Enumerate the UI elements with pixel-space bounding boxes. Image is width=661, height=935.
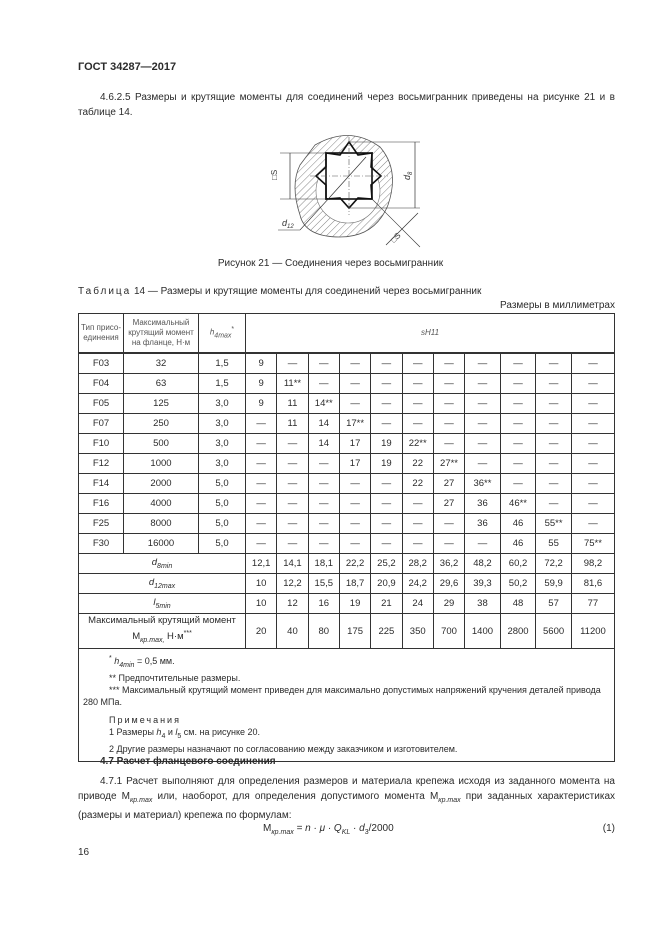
cell-sh11: —	[536, 434, 572, 454]
cell-sh11: —	[246, 494, 277, 514]
cell-sh11: 27	[433, 474, 464, 494]
cell-sh11: —	[339, 374, 370, 394]
formula-number: (1)	[602, 823, 615, 834]
cell-sh11: —	[371, 414, 402, 434]
cell-sh11: 22	[402, 474, 433, 494]
cell-moment: 80	[308, 614, 339, 649]
table-caption	[78, 286, 481, 297]
cell-torque: 1000	[124, 454, 199, 474]
cell-sh11: —	[371, 534, 402, 554]
header-type: Тип присо-единения	[79, 314, 124, 354]
cell-dimension: 29	[433, 594, 464, 614]
cell-sh11: —	[277, 474, 308, 494]
cell-moment: 175	[339, 614, 370, 649]
dimension-label: $d_{12max}$	[79, 574, 246, 594]
cell-moment: 350	[402, 614, 433, 649]
cell-sh11: 11	[277, 394, 308, 414]
cell-dimension: 28,2	[402, 554, 433, 574]
dimension-row	[79, 554, 615, 574]
figure-caption: Рисунок 21 — Соединения через восьмигранник	[217, 258, 444, 269]
cell-h4: 3,0	[199, 454, 246, 474]
section-title: 4.7 Расчет фланцевого соединения	[100, 756, 276, 767]
cell-sh11: —	[500, 353, 536, 374]
cell-torque: 4000	[124, 494, 199, 514]
cell-sh11: —	[371, 353, 402, 374]
cell-sh11: —	[500, 434, 536, 454]
cell-sh11: —	[500, 394, 536, 414]
formula: $M_{кр.max} = n \cdot \mu \cdot Q_{KL} \cdot d_3/2000$	[263, 823, 394, 836]
cell-sh11: —	[571, 394, 614, 414]
header-sh11: sH11	[246, 314, 615, 354]
cell-moment: 40	[277, 614, 308, 649]
cell-sh11: —	[500, 414, 536, 434]
cell-h4: 1,5	[199, 353, 246, 374]
moment-label: Максимальный крутящий момент $M_{кр.max,}$ Н·м***	[79, 614, 246, 649]
cell-moment: 5600	[536, 614, 572, 649]
cell-sh11: 14	[308, 414, 339, 434]
cell-moment: 2800	[500, 614, 536, 649]
cell-torque: 8000	[124, 514, 199, 534]
cell-sh11: —	[571, 474, 614, 494]
cell-sh11: —	[308, 454, 339, 474]
cell-sh11: —	[339, 394, 370, 414]
fig-label-s: □S	[270, 169, 279, 180]
cell-type: F04	[79, 374, 124, 394]
cell-sh11: —	[536, 353, 572, 374]
page-number: 16	[78, 847, 90, 858]
cell-sh11: —	[371, 374, 402, 394]
cell-sh11: —	[308, 534, 339, 554]
cell-moment: 225	[371, 614, 402, 649]
cell-dimension: 57	[536, 594, 572, 614]
table-row	[79, 374, 615, 394]
cell-sh11: 36**	[465, 474, 501, 494]
cell-dimension: 10	[246, 574, 277, 594]
cell-h4: 1,5	[199, 374, 246, 394]
table-row	[79, 353, 615, 374]
cell-sh11: 55**	[536, 514, 572, 534]
dimension-row	[79, 574, 615, 594]
cell-sh11: —	[371, 474, 402, 494]
cell-h4: 3,0	[199, 414, 246, 434]
dimension-label: $d_{8min}$	[79, 554, 246, 574]
cell-sh11: —	[277, 434, 308, 454]
cell-dimension: 25,2	[371, 554, 402, 574]
cell-sh11: —	[277, 534, 308, 554]
cell-dimension: 14,1	[277, 554, 308, 574]
cell-dimension: 10	[246, 594, 277, 614]
cell-sh11: 17	[339, 434, 370, 454]
cell-sh11: —	[246, 474, 277, 494]
cell-sh11: 17**	[339, 414, 370, 434]
table-footnotes	[79, 649, 615, 762]
cell-sh11: —	[339, 353, 370, 374]
table-row	[79, 434, 615, 454]
cell-sh11: 55	[536, 534, 572, 554]
cell-sh11: —	[308, 374, 339, 394]
cell-sh11: —	[402, 534, 433, 554]
table-row	[79, 494, 615, 514]
cell-sh11: —	[536, 414, 572, 434]
cell-sh11: —	[246, 414, 277, 434]
fig-label-d8: d	[402, 174, 412, 180]
cell-dimension: 48	[500, 594, 536, 614]
cell-h4: 5,0	[199, 494, 246, 514]
cell-dimension: 81,6	[571, 574, 614, 594]
fig-label-d12: d	[282, 218, 288, 228]
header-h4: $h_{4max}^*$	[199, 314, 246, 354]
cell-sh11: —	[500, 474, 536, 494]
moment-row	[79, 614, 615, 649]
cell-sh11: —	[339, 494, 370, 514]
cell-sh11: —	[339, 514, 370, 534]
cell-sh11: —	[536, 494, 572, 514]
cell-sh11: —	[402, 394, 433, 414]
cell-sh11: —	[402, 353, 433, 374]
cell-dimension: 50,2	[500, 574, 536, 594]
cell-sh11: —	[402, 514, 433, 534]
cell-sh11: —	[433, 394, 464, 414]
cell-sh11: —	[339, 474, 370, 494]
cell-sh11: —	[571, 374, 614, 394]
cell-dimension: 38	[465, 594, 501, 614]
cell-sh11: 9	[246, 374, 277, 394]
cell-sh11: —	[402, 374, 433, 394]
cell-sh11: —	[500, 454, 536, 474]
cell-sh11: —	[246, 514, 277, 534]
cell-sh11: —	[277, 454, 308, 474]
cell-type: F30	[79, 534, 124, 554]
cell-torque: 250	[124, 414, 199, 434]
cell-moment: 700	[433, 614, 464, 649]
cell-sh11: —	[433, 374, 464, 394]
cell-dimension: 98,2	[571, 554, 614, 574]
cell-dimension: 24,2	[402, 574, 433, 594]
cell-sh11: 11**	[277, 374, 308, 394]
cell-sh11: —	[465, 353, 501, 374]
cell-dimension: 36,2	[433, 554, 464, 574]
cell-dimension: 12	[277, 594, 308, 614]
note-2: 2 Другие размеры назначают по согласованию между заказчиком и изготовителем.	[109, 743, 458, 754]
cell-sh11: 46	[500, 534, 536, 554]
cell-sh11: —	[246, 434, 277, 454]
cell-sh11: 46**	[500, 494, 536, 514]
cell-sh11: 46	[500, 514, 536, 534]
cell-sh11: —	[308, 474, 339, 494]
cell-sh11: —	[433, 534, 464, 554]
cell-h4: 5,0	[199, 514, 246, 534]
cell-torque: 16000	[124, 534, 199, 554]
cell-sh11: 9	[246, 394, 277, 414]
cell-h4: 5,0	[199, 474, 246, 494]
cell-sh11: —	[536, 454, 572, 474]
cell-sh11: —	[571, 414, 614, 434]
cell-dimension: 39,3	[465, 574, 501, 594]
footnote-2: ** Предпочтительные размеры.	[109, 672, 241, 683]
cell-sh11: 14**	[308, 394, 339, 414]
table-row	[79, 394, 615, 414]
cell-sh11: —	[277, 514, 308, 534]
cell-dimension: 72,2	[536, 554, 572, 574]
cell-moment: 20	[246, 614, 277, 649]
cell-sh11: —	[571, 494, 614, 514]
cell-type: F14	[79, 474, 124, 494]
cell-dimension: 12,2	[277, 574, 308, 594]
cell-sh11: —	[571, 353, 614, 374]
cell-sh11: —	[536, 374, 572, 394]
cell-sh11: —	[371, 394, 402, 414]
cell-type: F25	[79, 514, 124, 534]
cell-sh11: —	[433, 353, 464, 374]
cell-sh11: —	[571, 434, 614, 454]
fig-label-d8-sub: 8	[408, 171, 414, 175]
cell-sh11: —	[465, 534, 501, 554]
cell-sh11: 14	[308, 434, 339, 454]
cell-sh11: —	[308, 353, 339, 374]
cell-sh11: —	[465, 374, 501, 394]
cell-sh11: —	[465, 394, 501, 414]
cell-sh11: —	[571, 454, 614, 474]
cell-sh11: —	[402, 414, 433, 434]
cell-sh11: —	[371, 514, 402, 534]
cell-sh11: 22	[402, 454, 433, 474]
cell-sh11: —	[433, 414, 464, 434]
cell-sh11: —	[465, 454, 501, 474]
cell-sh11: 27**	[433, 454, 464, 474]
cell-dimension: 22,2	[339, 554, 370, 574]
cell-sh11: 36	[465, 494, 501, 514]
fig-label-d12-sub: 12	[287, 224, 294, 230]
cell-sh11: —	[246, 534, 277, 554]
table-row	[79, 514, 615, 534]
cell-sh11: —	[277, 494, 308, 514]
cell-moment: 1400	[465, 614, 501, 649]
cell-sh11: —	[465, 434, 501, 454]
cell-type: F10	[79, 434, 124, 454]
cell-sh11: 19	[371, 434, 402, 454]
note-1: 1 Размеры $h_4$ и $l_5$ см. на рисунке 20.	[109, 726, 261, 740]
document-header: ГОСТ 34287—2017	[78, 61, 177, 73]
cell-torque: 32	[124, 353, 199, 374]
cell-dimension: 12,1	[246, 554, 277, 574]
cell-h4: 3,0	[199, 434, 246, 454]
cell-sh11: 19	[371, 454, 402, 474]
cell-sh11: —	[500, 374, 536, 394]
cell-dimension: 21	[371, 594, 402, 614]
cell-sh11: 17	[339, 454, 370, 474]
table-row	[79, 454, 615, 474]
cell-sh11: 75**	[571, 534, 614, 554]
cell-type: F03	[79, 353, 124, 374]
table-units: Размеры в миллиметрах	[500, 300, 615, 311]
cell-sh11: —	[433, 434, 464, 454]
dimension-label: $l_{5min}$	[79, 594, 246, 614]
cell-dimension: 48,2	[465, 554, 501, 574]
dimensions-table	[78, 313, 615, 762]
notes-title: Примечания	[109, 714, 181, 725]
table-row	[79, 474, 615, 494]
cell-dimension: 19	[339, 594, 370, 614]
cell-sh11: —	[536, 394, 572, 414]
table-row	[79, 414, 615, 434]
cell-sh11: 27	[433, 494, 464, 514]
cell-sh11: —	[308, 494, 339, 514]
cell-torque: 63	[124, 374, 199, 394]
section-paragraph: 4.7.1 Расчет выполняют для определения размеров и материала крепежа исходя из заданного момента на приводе $M_{кр.max}$ или, наоборот, для определения допустимого момента $M_{кр.max}$ при заданных характеристиках (размеры и материал) крепежа по формулам:	[78, 776, 615, 821]
intro-paragraph: 4.6.2.5 Размеры и крутящие моменты для соединений через восьмигранник приведены на рисунке 21 и в таблице 14.	[78, 92, 615, 118]
table-row	[79, 534, 615, 554]
cell-type: F16	[79, 494, 124, 514]
cell-sh11: —	[339, 534, 370, 554]
cell-dimension: 18,7	[339, 574, 370, 594]
footnote-1: * $h_{4min} = 0,5$ мм.	[109, 655, 175, 669]
cell-dimension: 29,6	[433, 574, 464, 594]
cell-sh11: —	[433, 514, 464, 534]
dimension-row	[79, 594, 615, 614]
cell-torque: 500	[124, 434, 199, 454]
cell-dimension: 59,9	[536, 574, 572, 594]
cell-sh11: 9	[246, 353, 277, 374]
cell-dimension: 18,1	[308, 554, 339, 574]
cell-torque: 125	[124, 394, 199, 414]
footnote-3: *** Максимальный крутящий момент приведен для максимально допустимых напряжений кручения деталей привода 280 МПа.	[83, 684, 601, 707]
cell-h4: 5,0	[199, 534, 246, 554]
fig-label-s-diag: □S	[389, 230, 403, 245]
cell-sh11: —	[402, 494, 433, 514]
cell-dimension: 16	[308, 594, 339, 614]
cell-torque: 2000	[124, 474, 199, 494]
cell-type: F05	[79, 394, 124, 414]
cell-moment: 11200	[571, 614, 614, 649]
cell-sh11: —	[536, 474, 572, 494]
cell-dimension: 24	[402, 594, 433, 614]
cell-h4: 3,0	[199, 394, 246, 414]
octagon-connection-figure	[260, 125, 430, 250]
svg-text:d8	[402, 171, 414, 180]
cell-sh11: —	[308, 514, 339, 534]
cell-dimension: 20,9	[371, 574, 402, 594]
cell-sh11: —	[571, 514, 614, 534]
cell-sh11: 22**	[402, 434, 433, 454]
cell-sh11: 11	[277, 414, 308, 434]
svg-text:d12	[282, 218, 294, 230]
cell-sh11: 36	[465, 514, 501, 534]
cell-sh11: —	[371, 494, 402, 514]
cell-dimension: 60,2	[500, 554, 536, 574]
cell-sh11: —	[277, 353, 308, 374]
header-torque: Максимальный крутящий момент на фланце, Н·м	[124, 314, 199, 354]
cell-sh11: —	[465, 414, 501, 434]
cell-type: F12	[79, 454, 124, 474]
table-caption-word: Таблица	[78, 286, 132, 297]
cell-dimension: 77	[571, 594, 614, 614]
table-caption-text: 14 — Размеры и крутящие моменты для соединений через восьмигранник	[134, 286, 482, 297]
cell-dimension: 15,5	[308, 574, 339, 594]
cell-type: F07	[79, 414, 124, 434]
cell-sh11: —	[246, 454, 277, 474]
